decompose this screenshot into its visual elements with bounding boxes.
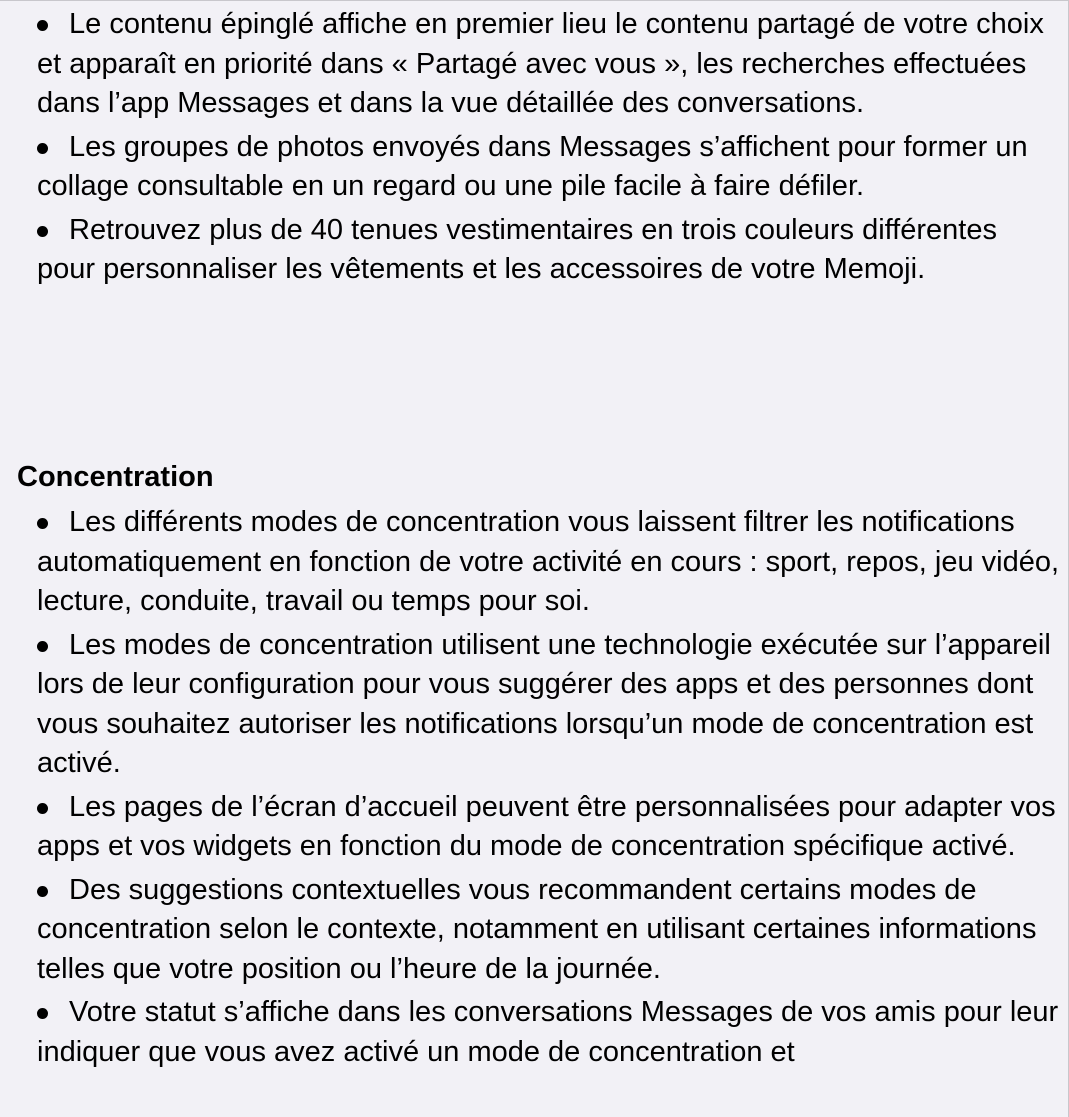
list-item [37,503,1062,622]
list-item [37,5,1062,124]
bullet-icon [37,1008,48,1019]
list-item-text: Les différents modes de concentration vous laissent filtrer les notifications automatiquement en fonction de votre activité en cours : sport, repos, jeu vidéo, lecture, conduite, travail ou temps pour soi. [37,506,1060,617]
list-item [37,788,1062,867]
list-item-text: Des suggestions contextuelles vous recommandent certains modes de concentration selon le contexte, notamment en utilisant certaines informations telles que votre position ou l’heure de la journée. [37,873,1037,985]
list-item [37,871,1062,990]
bullet-icon [37,886,48,897]
list-item [37,211,1062,290]
list-item-text: Votre statut s’affiche dans les conversations Messages de vos amis pour leur indiquer que vous avez activé un mode de concentration et [37,996,1059,1068]
concentration-feature-list [0,503,1062,1076]
list-item-text: Les groupes de photos envoyés dans Messages s’affichent pour former un collage consultable en un regard ou une pile facile à faire défiler. [37,130,1028,202]
section-heading-concentration: Concentration [17,461,214,493]
list-item-text: Les modes de concentration utilisent une technologie exécutée sur l’appareil lors de leur configuration pour vous suggérer des apps et des personnes dont vous souhaitez autoriser les notifications lorsqu’un mode de concentration est activé. [37,628,1051,779]
list-item [37,626,1062,784]
bullet-icon [37,803,48,814]
bullet-icon [37,641,48,652]
list-item-text: Les pages de l’écran d’accueil peuvent être personnalisées pour adapter vos apps et vos widgets en fonction du mode de concentration spécifique activé. [37,790,1056,862]
bullet-icon [37,226,48,237]
bullet-icon [37,518,48,529]
bullet-icon [37,20,48,31]
list-item-text: Retrouvez plus de 40 tenues vestimentaires en trois couleurs différentes pour personnaliser les vêtements et les accessoires de votre Memoji. [37,213,997,285]
bullet-icon [37,143,48,154]
messages-feature-list [0,5,1062,294]
list-item [37,993,1062,1072]
list-item [37,128,1062,207]
list-item-text: Le contenu épinglé affiche en premier lieu le contenu partagé de votre choix et apparaît en priorité dans « Partagé avec vous », les recherches effectuées dans l’app Messages et dans la vue détaillée des conversations. [37,8,1044,119]
